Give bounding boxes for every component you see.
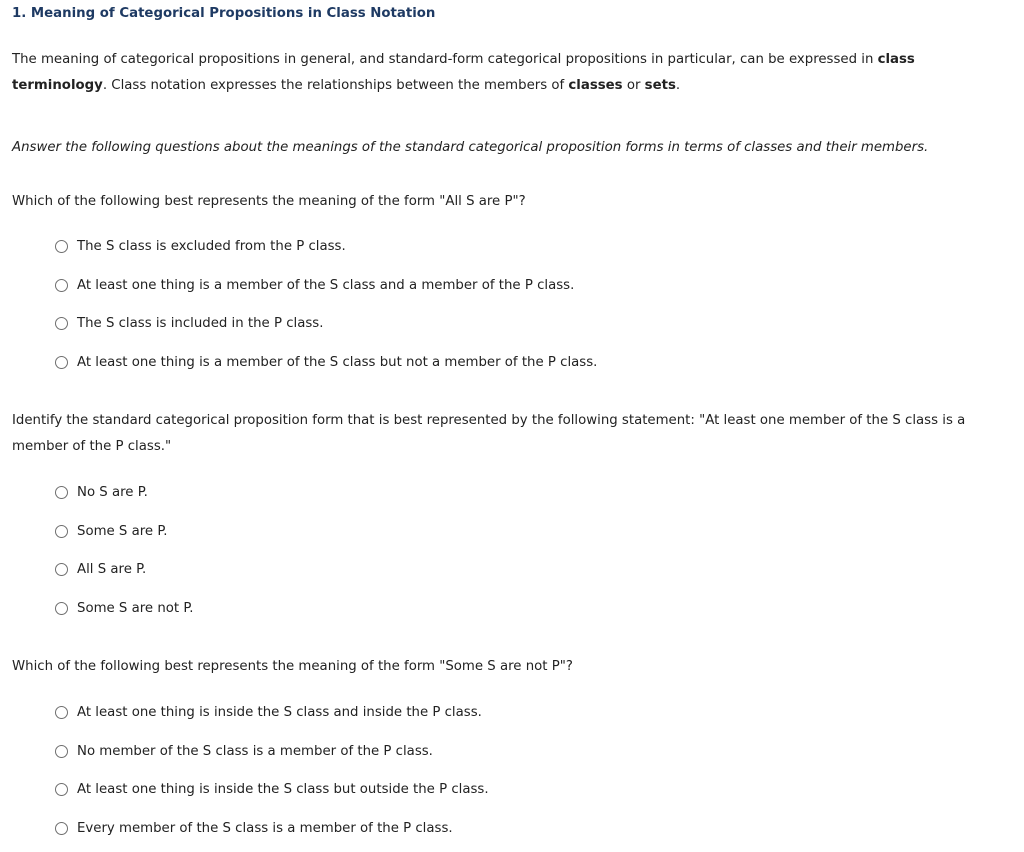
- page-title: 1. Meaning of Categorical Propositions in Class Notation: [12, 6, 436, 21]
- option-label: At least one thing is inside the S class and inside the P class.: [77, 704, 482, 720]
- option-label: All S are P.: [77, 562, 147, 578]
- intro-bold-sets: sets: [644, 78, 676, 93]
- intro-text-3: or: [622, 78, 645, 93]
- radio-button[interactable]: [55, 563, 68, 576]
- question-1-option-3[interactable]: [55, 304, 597, 343]
- option-label: At least one thing is a member of the S class and a member of the P class.: [77, 277, 575, 293]
- intro-text-4: .: [675, 78, 681, 93]
- option-label: Some S are not P.: [77, 600, 194, 616]
- question-2-option-2[interactable]: [55, 512, 194, 551]
- question-3-option-1[interactable]: [55, 693, 489, 732]
- intro-text-1: The meaning of categorical propositions in general, and standard-form categorical propositions in particular, can be expressed in: [12, 52, 878, 67]
- question-1-prompt: Which of the following best represents the meaning of the form "All S are P"?: [12, 194, 526, 209]
- option-label: No S are P.: [77, 484, 148, 500]
- question-3-options: [55, 693, 489, 848]
- intro-bold-class-terminology: class terminology: [12, 52, 915, 93]
- radio-button[interactable]: [55, 317, 68, 330]
- option-label: The S class is included in the P class.: [77, 316, 324, 332]
- radio-button[interactable]: [55, 525, 68, 538]
- question-2-option-4[interactable]: [55, 589, 194, 628]
- intro-text-2: . Class notation expresses the relationships between the members of: [102, 78, 569, 93]
- question-3-option-2[interactable]: [55, 732, 489, 771]
- intro-bold-classes: classes: [568, 78, 623, 93]
- radio-button[interactable]: [55, 486, 68, 499]
- option-label: At least one thing is inside the S class but outside the P class.: [77, 782, 489, 798]
- question-2-option-1[interactable]: [55, 473, 194, 512]
- question-1-option-2[interactable]: [55, 266, 597, 305]
- question-1-options: [55, 227, 597, 382]
- radio-button[interactable]: [55, 706, 68, 719]
- radio-button[interactable]: [55, 602, 68, 615]
- radio-button[interactable]: [55, 356, 68, 369]
- question-3-option-4[interactable]: [55, 809, 489, 848]
- radio-button[interactable]: [55, 279, 68, 292]
- instruction-text: Answer the following questions about the meanings of the standard categorical proposition forms in terms of classes and their members.: [12, 140, 929, 155]
- question-2-prompt: Identify the standard categorical proposition form that is best represented by the following statement: "At least one member of the S class is a member of the P class.": [12, 413, 966, 454]
- radio-button[interactable]: [55, 783, 68, 796]
- option-label: At least one thing is a member of the S class but not a member of the P class.: [77, 354, 598, 370]
- radio-button[interactable]: [55, 240, 68, 253]
- option-label: Some S are P.: [77, 523, 168, 539]
- option-label: No member of the S class is a member of the P class.: [77, 743, 433, 759]
- radio-button[interactable]: [55, 745, 68, 758]
- question-3-prompt: Which of the following best represents the meaning of the form "Some S are not P"?: [12, 659, 573, 674]
- question-2-options: [55, 473, 194, 628]
- question-2-option-3[interactable]: [55, 550, 194, 589]
- question-3-option-3[interactable]: [55, 770, 489, 809]
- intro-paragraph: [12, 47, 1012, 99]
- radio-button[interactable]: [55, 822, 68, 835]
- question-1-option-4[interactable]: [55, 343, 597, 382]
- option-label: The S class is excluded from the P class.: [77, 238, 346, 254]
- option-label: Every member of the S class is a member of the P class.: [77, 820, 453, 836]
- question-1-option-1[interactable]: [55, 227, 597, 266]
